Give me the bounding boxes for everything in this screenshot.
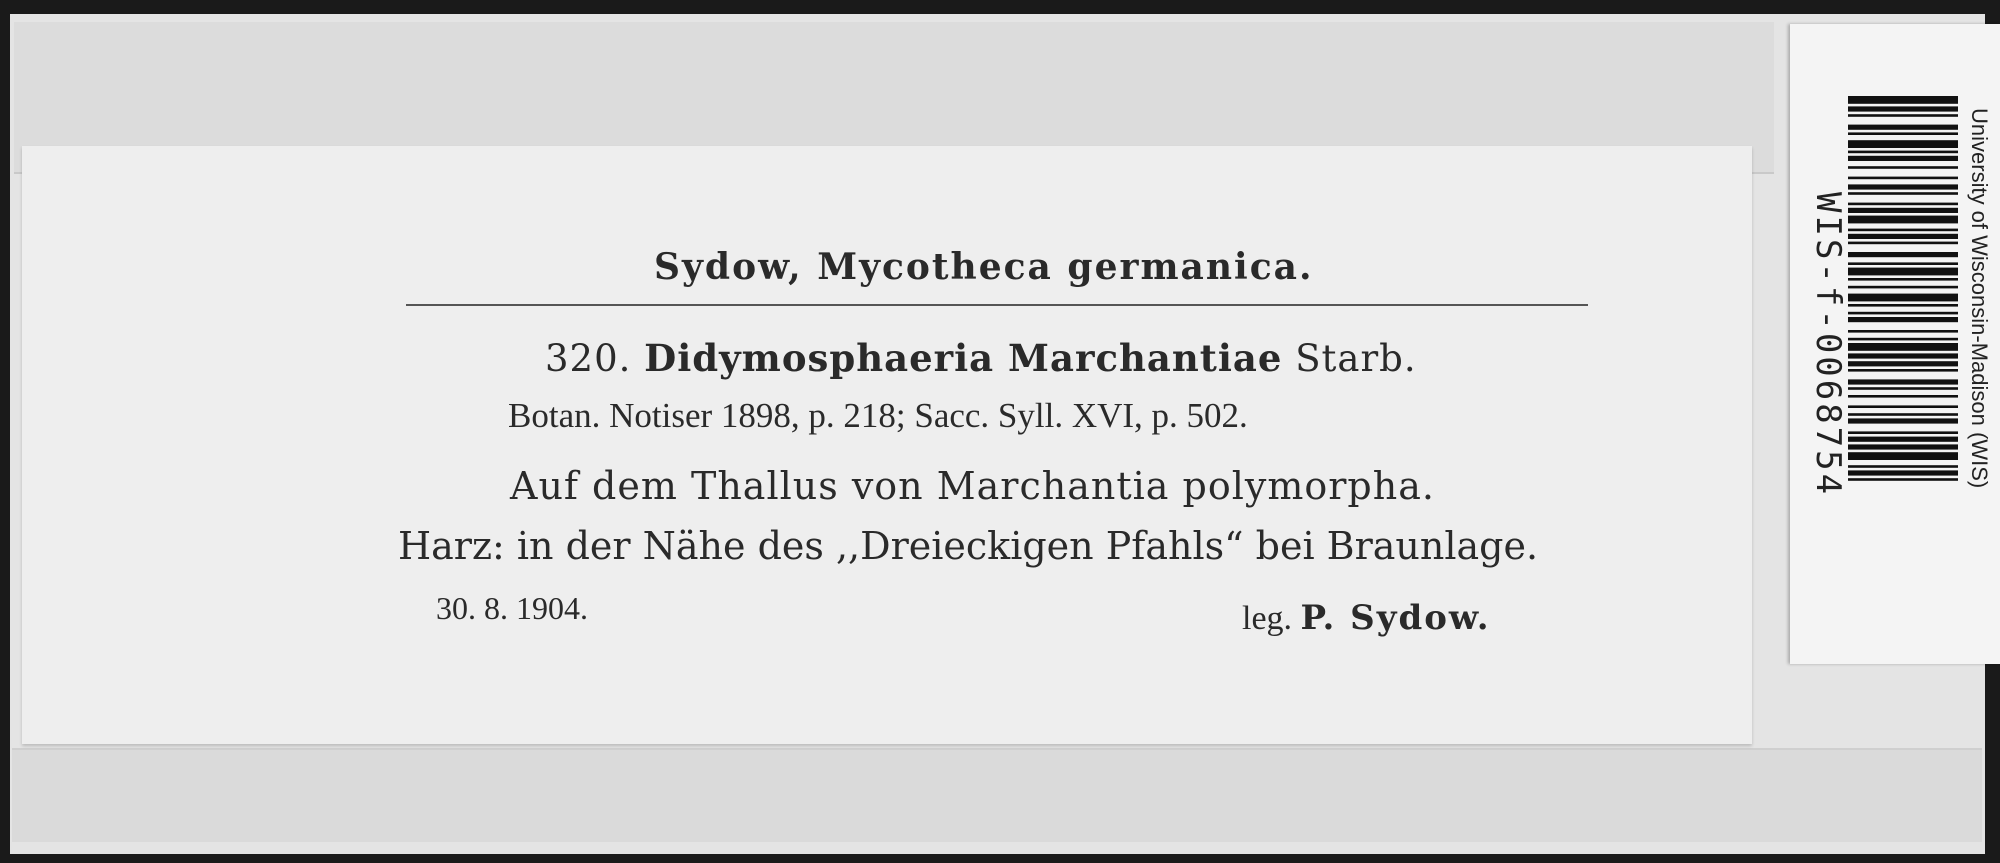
catalog-number: WIS-f-0068754 [1808,192,1848,498]
envelope-bottom-strip [12,748,1982,842]
barcode-bar [1848,465,1958,468]
exsiccata-number: 320. [545,337,632,380]
title-divider [406,304,1588,306]
barcode-bar [1848,418,1958,423]
barcode-bar [1848,437,1958,442]
barcode-bar [1848,317,1958,322]
barcode-bar [1848,369,1958,372]
barcode-bar [1848,379,1958,384]
barcode-bar [1848,106,1958,111]
barcode-bar [1848,229,1958,232]
taxon-name: Didymosphaeria Marchantiae [644,336,1283,380]
barcode-bar [1848,192,1958,195]
barcode-bars [1848,96,1958,596]
host-substrate: Auf dem Thallus von Marchantia polymorpha. [510,464,1435,508]
barcode-bar [1848,278,1958,281]
barcode-bar [1848,262,1958,265]
barcode-bar [1848,431,1958,434]
taxon-line [545,336,1417,380]
barcode-bar [1848,413,1958,416]
barcode-bar [1848,286,1958,289]
barcode-bar [1848,96,1958,104]
barcode-bar [1848,242,1958,245]
barcode-bar [1848,252,1958,257]
barcode-image [1848,96,1958,596]
barcode-bar [1848,132,1958,135]
barcode-bar [1848,294,1958,302]
barcode-bar [1848,177,1958,180]
barcode-bar [1848,312,1958,315]
literature-citation: Botan. Notiser 1898, p. 218; Sacc. Syll. XVI, p. 502. [508,396,1248,435]
barcode-bar [1848,395,1958,398]
barcode-bar [1848,156,1958,161]
collection-date: 30. 8. 1904. [436,590,588,626]
barcode-bar [1848,330,1958,333]
barcode-bar [1848,304,1958,307]
barcode-bar [1848,140,1958,148]
taxon-author: Starb. [1295,337,1417,380]
barcode-bar [1848,166,1958,169]
barcode-bar [1848,125,1958,130]
institution-name: University of Wisconsin-Madison (WIS) [1967,108,1992,489]
barcode-bar [1848,203,1958,206]
series-title: Sydow, Mycotheca germanica. [654,246,1314,288]
barcode-bar [1848,405,1958,408]
barcode-bar [1848,470,1958,475]
barcode-bar [1848,208,1958,213]
barcode-bar [1848,338,1958,341]
leg-prefix: leg. [1242,600,1293,637]
collection-locality: Harz: in der Nähe des ,,Dreieckigen Pfahls“ bei Braunlage. [398,524,1539,568]
collector-name: P. Sydow. [1300,598,1491,638]
barcode-bar [1848,216,1958,224]
barcode-bar [1848,387,1958,390]
barcode-bar [1848,151,1958,154]
barcode-bar [1848,444,1958,449]
barcode-bar [1848,343,1958,351]
barcode-bar [1848,478,1958,481]
specimen-label [22,146,1752,744]
barcode-bar [1848,114,1958,117]
barcode-bar [1848,353,1958,358]
barcode-bar [1848,234,1958,239]
barcode-bar [1848,361,1958,366]
barcode-bar [1848,452,1958,460]
barcode-bar [1848,184,1958,189]
barcode-bar [1848,268,1958,276]
collector-line [1242,598,1491,638]
